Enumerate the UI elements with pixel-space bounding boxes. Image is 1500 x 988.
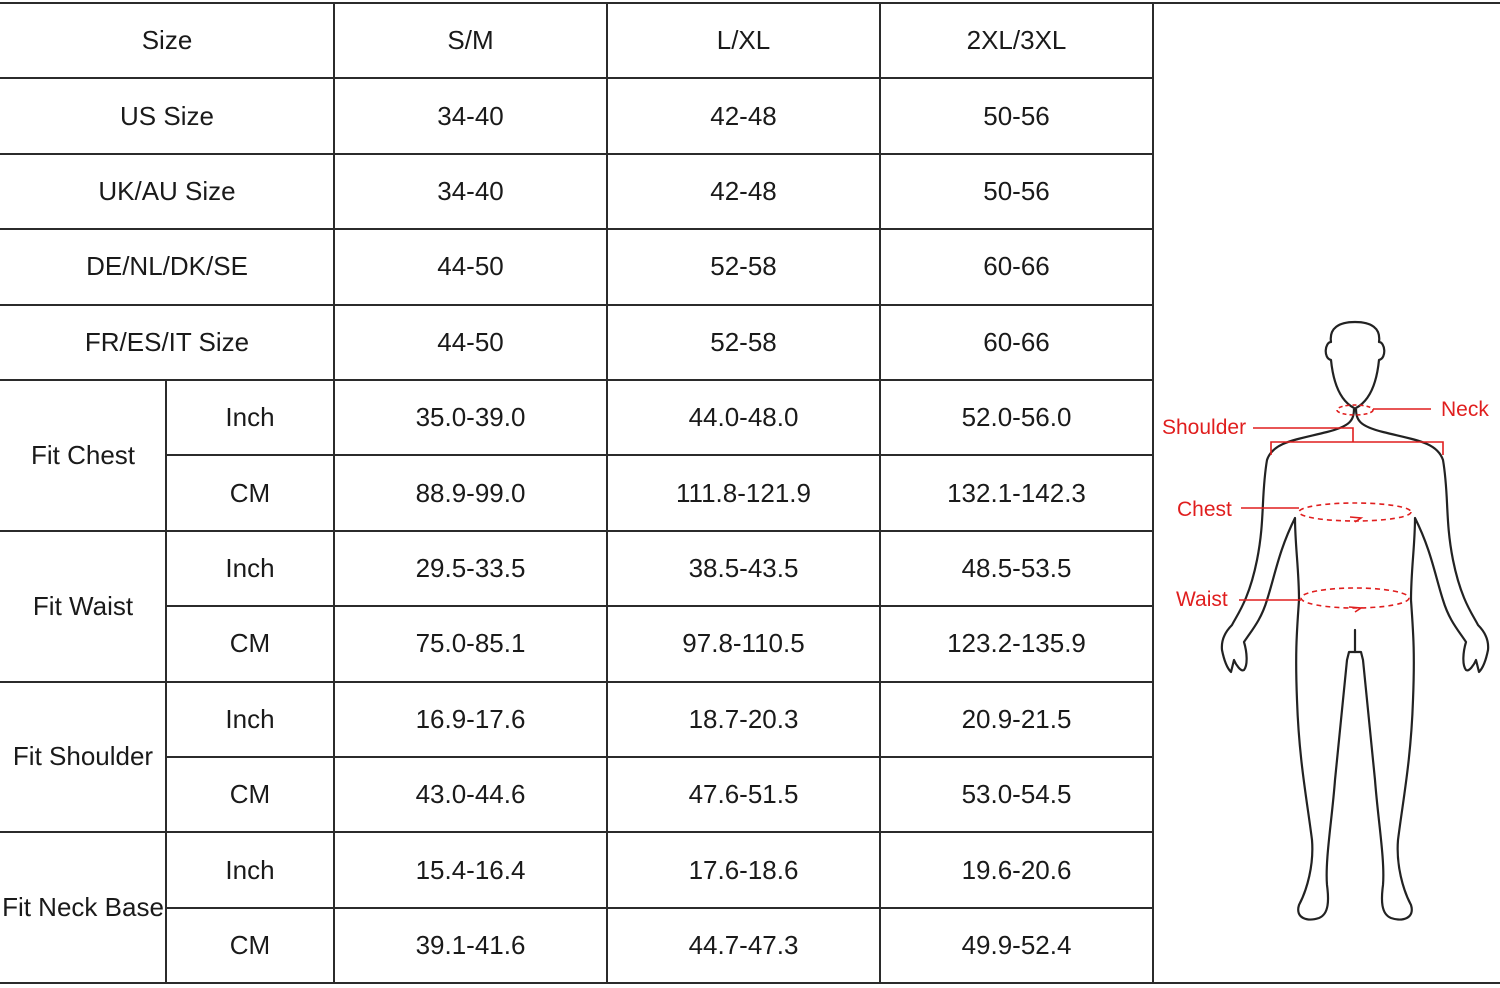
table-row-divider — [0, 304, 1153, 306]
table-cell: 123.2-135.9 — [947, 628, 1086, 659]
table-cell: 16.9-17.6 — [415, 703, 526, 734]
measure-group-label: Fit Waist — [32, 590, 134, 621]
unit-label: CM — [229, 929, 271, 960]
table-row-divider — [0, 228, 1153, 230]
unit-label: Inch — [225, 703, 275, 734]
chest-measure-ring — [1299, 503, 1411, 521]
table-row-divider — [166, 756, 1153, 758]
table-row-divider — [0, 982, 1500, 984]
table-cell: 17.6-18.6 — [688, 854, 799, 885]
table-cell: 44.0-48.0 — [688, 402, 799, 433]
neck-label: Neck — [1441, 398, 1489, 421]
waist-measure-ring — [1301, 588, 1409, 608]
table-cell: 34-40 — [437, 175, 504, 206]
table-row-divider — [0, 77, 1153, 79]
table-cell: 18.7-20.3 — [688, 703, 799, 734]
unit-label: CM — [229, 628, 271, 659]
header-size-label: Size — [141, 25, 193, 56]
table-cell: 42-48 — [710, 100, 777, 131]
table-column-divider — [879, 3, 881, 983]
size-row-label: UK/AU Size — [98, 175, 236, 206]
unit-label: CM — [229, 779, 271, 810]
table-row-divider — [0, 2, 1500, 4]
table-row-divider — [0, 681, 1153, 683]
table-cell: 20.9-21.5 — [961, 703, 1072, 734]
header-size-column: S/M — [447, 25, 494, 56]
size-row-label: US Size — [120, 100, 214, 131]
human-body-icon — [1153, 300, 1500, 940]
table-cell: 44-50 — [437, 251, 504, 282]
table-cell: 60-66 — [983, 251, 1050, 282]
table-row-divider — [166, 907, 1153, 909]
table-cell: 43.0-44.6 — [415, 779, 526, 810]
table-cell: 97.8-110.5 — [682, 628, 805, 659]
waist-pointer — [1239, 600, 1361, 612]
unit-label: Inch — [225, 402, 275, 433]
table-column-divider — [165, 380, 167, 983]
table-cell: 132.1-142.3 — [947, 477, 1086, 508]
unit-label: Inch — [225, 552, 275, 583]
table-cell: 52-58 — [710, 326, 777, 357]
table-cell: 38.5-43.5 — [688, 552, 799, 583]
table-row-divider — [0, 153, 1153, 155]
shoulder-bracket — [1253, 428, 1443, 455]
size-row-label: FR/ES/IT Size — [84, 326, 250, 357]
shoulder-label: Shoulder — [1162, 416, 1247, 439]
measure-group-label: Fit Shoulder — [12, 741, 154, 772]
table-column-divider — [333, 3, 335, 983]
header-size-column: L/XL — [716, 25, 771, 56]
table-cell: 19.6-20.6 — [961, 854, 1072, 885]
table-cell: 35.0-39.0 — [415, 402, 526, 433]
table-row-divider — [0, 530, 1153, 532]
table-cell: 44-50 — [437, 326, 504, 357]
table-cell: 47.6-51.5 — [688, 779, 799, 810]
table-row-divider — [0, 831, 1153, 833]
chest-label: Chest — [1177, 498, 1232, 521]
table-cell: 44.7-47.3 — [688, 929, 799, 960]
table-cell: 75.0-85.1 — [415, 628, 526, 659]
table-row-divider — [166, 605, 1153, 607]
table-cell: 53.0-54.5 — [961, 779, 1072, 810]
table-cell: 29.5-33.5 — [415, 552, 526, 583]
table-cell: 60-66 — [983, 326, 1050, 357]
size-row-label: DE/NL/DK/SE — [86, 251, 248, 282]
table-cell: 49.9-52.4 — [961, 929, 1072, 960]
waist-label: Waist — [1176, 588, 1228, 611]
table-cell: 42-48 — [710, 175, 777, 206]
table-row-divider — [0, 379, 1153, 381]
table-cell: 39.1-41.6 — [415, 929, 526, 960]
table-cell: 111.8-121.9 — [676, 477, 811, 508]
table-cell: 88.9-99.0 — [415, 477, 526, 508]
table-row-divider — [166, 454, 1153, 456]
unit-label: Inch — [225, 854, 275, 885]
header-size-column: 2XL/3XL — [966, 25, 1067, 56]
table-cell: 48.5-53.5 — [961, 552, 1072, 583]
measure-group-label: Fit Neck Base — [2, 892, 164, 923]
table-cell: 34-40 — [437, 100, 504, 131]
table-cell: 50-56 — [983, 175, 1050, 206]
table-column-divider — [606, 3, 608, 983]
table-cell: 52.0-56.0 — [961, 402, 1072, 433]
measure-group-label: Fit Chest — [30, 439, 136, 470]
table-cell: 52-58 — [710, 251, 777, 282]
body-measurement-figure — [1153, 300, 1500, 940]
table-cell: 50-56 — [983, 100, 1050, 131]
unit-label: CM — [229, 477, 271, 508]
table-cell: 15.4-16.4 — [415, 854, 526, 885]
